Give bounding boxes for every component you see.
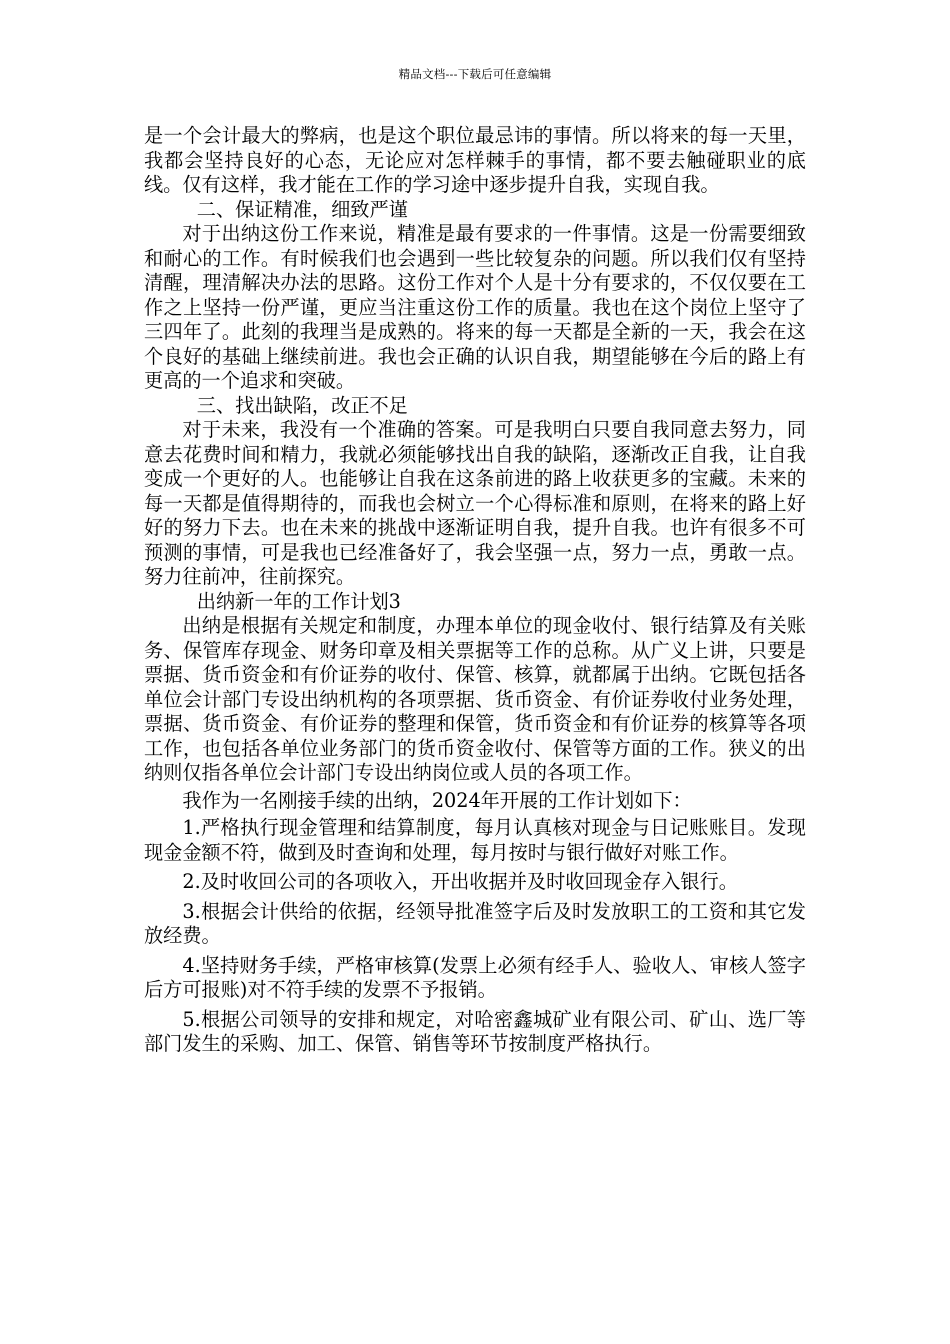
list-item: 3.根据会计供给的依据，经领导批准签字后及时发放职工的工资和其它发放经费。 [144,899,806,947]
document-body [144,124,806,1057]
list-item: 2.及时收回公司的各项收入，开出收据并及时收回现金存入银行。 [182,870,738,893]
list-item: 1.严格执行现金管理和结算制度，每月认真核对现金与日记账账目。发现现金金额不符，做到及时查询和处理，每月按时与银行做好对账工作。 [144,816,806,864]
document-subtitle: 出纳新一年的工作计划3 [196,589,401,613]
paragraph: 对于未来，我没有一个准确的答案。可是我明白只要自我同意去努力，同意去花费时间和精力，我就必须能够找出自我的缺陷，逐渐改正自我，让自我变成一个更好的人。也能够让自我在这条前进的路上收获更多的宝藏。未来的每一天都是值得期待的，而我也会树立一个心得标准和原则，在将来的路上好好的努力下去。也在未来的挑战中逐渐证明自我，提升自我。也许有很多不可预测的事情，可是我也已经准备好了，我会坚强一点，努力一点，勇敢一点。努力往前冲，往前探究。 [144,418,806,588]
section-heading-2: 二、保证精准，细致严谨 [196,197,408,221]
paragraph: 出纳是根据有关规定和制度，办理本单位的现金收付、银行结算及有关账务、保管库存现金、财务印章及相关票据等工作的总称。从广义上讲，只要是票据、货币资金和有价证券的收付、保管、核算，就都属于出纳。它既包括各单位会计部门专设出纳机构的各项票据、货币资金、有价证券收付业务处理，票据、货币资金、有价证券的整理和保管，货币资金和有价证券的核算等各项工作，也包括各单位业务部门的货币资金收付、保管等方面的工作。狭义的出纳则仅指各单位会计部门专设出纳岗位或人员的各项工作。 [144,614,806,784]
paragraph: 对于出纳这份工作来说，精准是最有要求的一件事情。这是一份需要细致和耐心的工作。有时候我们也会遇到一些比较复杂的问题。所以我们仅有坚持清醒，理清解决办法的思路。这份工作对个人是十分有要求的，不仅仅要在工作之上坚持一份严谨，更应当注重这份工作的质量。我也在这个岗位上坚守了三四年了。此刻的我理当是成熟的。将来的每一天都是全新的一天，我会在这个良好的基础上继续前进。我也会正确的认识自我，期望能够在今后的路上有更高的一个追求和突破。 [144,222,806,392]
section-heading-3: 三、找出缺陷，改正不足 [196,393,408,417]
list-item: 5.根据公司领导的安排和规定，对哈密鑫城矿业有限公司、矿山、选厂等部门发生的采购、加工、保管、销售等环节按制度严格执行。 [144,1007,806,1055]
paragraph: 我作为一名刚接手续的出纳，2024年开展的工作计划如下： [182,788,692,812]
page-header: 精品文档---下载后可任意编辑 [398,67,552,81]
paragraph-continuation: 是一个会计最大的弊病，也是这个职位最忌讳的事情。所以将来的每一天里，我都会坚持良好的心态，无论应对怎样棘手的事情，都不要去触碰职业的底线。仅有这样，我才能在工作的学习途中逐步提升自我，实现自我。 [144,124,806,196]
list-item: 4.坚持财务手续，严格审核算(发票上必须有经手人、验收人、审核人签字后方可报账)对不符手续的发票不予报销。 [144,953,806,1001]
